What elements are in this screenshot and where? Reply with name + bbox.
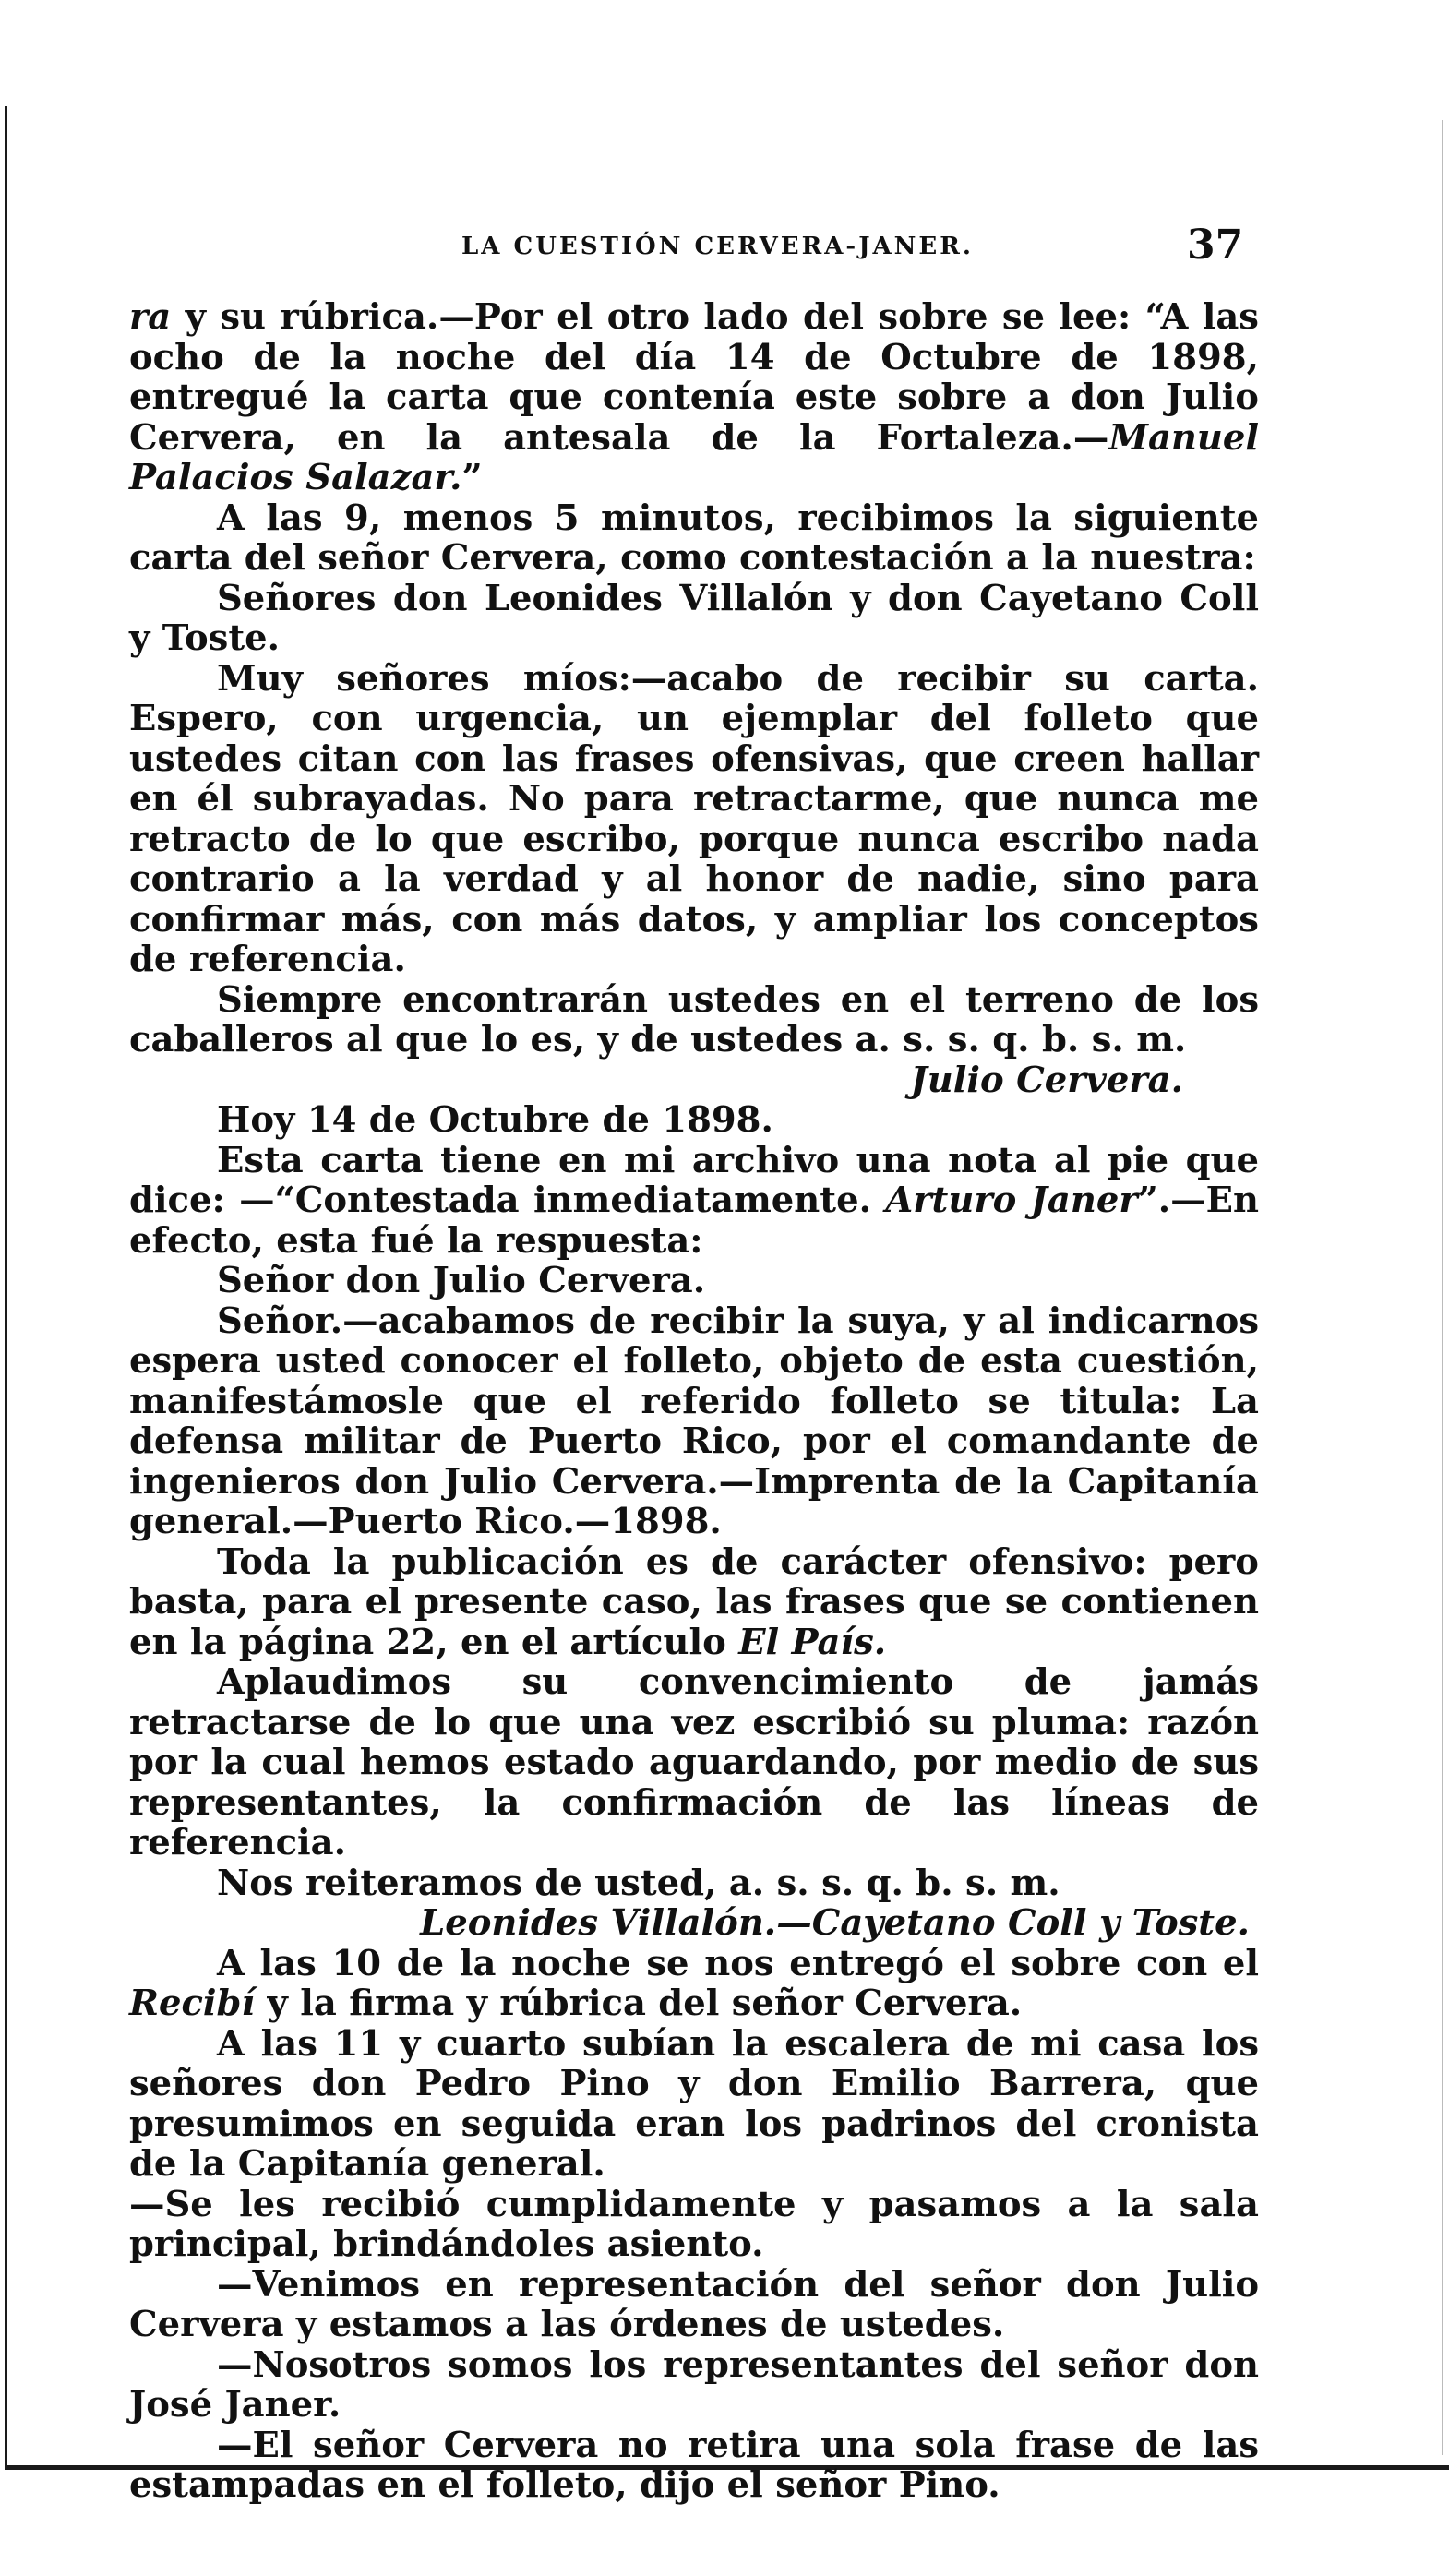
paragraph: —Venimos en representación del señor don Julio Cervera y estamos a las órdenes de ustedes. [129, 2263, 1259, 2345]
text-fragment: A las 10 de la noche se nos entregó el sobre con el [217, 1942, 1259, 1984]
scan-border-right [1442, 120, 1443, 2455]
paragraph [129, 297, 1259, 498]
italic-fragment: Arturo Janer [885, 1180, 1138, 1221]
italic-fragment: Manuel Palacios Salazar. [129, 416, 1259, 498]
paragraph: —El señor Cervera no retira una sola frase de las estampadas en el folleto, dijo el señor Pino. [129, 2424, 1259, 2506]
paragraph: Siempre encontrarán ustedes en el terreno de los caballeros al que lo es, y de ustedes a. s. s. q. b. s. m. [129, 978, 1259, 1060]
paragraph [129, 1944, 1259, 2024]
paragraph [129, 1542, 1259, 1663]
text-fragment: Esta carta tiene en mi archivo una nota al pie que dice: —“Contestada inmediatamente. [129, 1139, 1259, 1221]
text-fragment: y la firma y rúbrica del señor Cervera. [255, 1983, 1023, 2024]
running-head: LA CUESTIÓN CERVERA-JANER. [461, 233, 974, 260]
text-fragment: ” [461, 457, 483, 498]
signature [129, 1903, 1259, 1944]
paragraph: —Nosotros somos los representantes del señor don José Janer. [129, 2343, 1259, 2426]
page-number: 37 [1187, 222, 1244, 269]
italic-fragment: El País. [738, 1621, 887, 1663]
paragraph: —Se les recibió cumplidamente y pasamos a la sala principal, brindándoles asiento. [129, 2183, 1259, 2265]
text-fragment: y su rúbrica.—Por el otro lado del sobre se lee: “A las ocho de la noche del día 14 de Octubre de 1898, entregué la carta que contenía este sobre a don Julio Cervera, en la antesala de la Fortaleza.— [129, 296, 1259, 459]
italic-fragment: ra [129, 296, 172, 338]
signature-text: Julio Cervera. [910, 1059, 1183, 1101]
scan-border-left [5, 106, 7, 2469]
paragraph [129, 1141, 1259, 1262]
text-fragment: Toda la publicación es de carácter ofensivo: pero basta, para el presente caso, las frases que se contienen en la página 22, en el artículo [129, 1540, 1259, 1663]
paragraph: Hoy 14 de Octubre de 1898. [217, 1099, 773, 1141]
signature-text: Leonides Villalón.—Cayetano Coll y Toste. [420, 1902, 1250, 1944]
italic-fragment: Recibí [129, 1983, 256, 2024]
page-body [129, 297, 1259, 2506]
paragraph: A las 11 y cuarto subían la escalera de mi casa los señores don Pedro Pino y don Emilio Barrera, que presumimos en seguida eran los padrinos del cronista de la Capitanía general. [129, 2022, 1259, 2185]
paragraph: Nos reiteramos de usted, a. s. s. q. b. s. m. [217, 1862, 1060, 1904]
signature [129, 1060, 1259, 1101]
paragraph: Señor don Julio Cervera. [217, 1260, 706, 1301]
paragraph: Aplaudimos su convencimiento de jamás retractarse de lo que una vez escribió su pluma: razón por la cual hemos estado aguardando, por medio de sus representantes, la confirmación de las líneas de referencia. [129, 1661, 1259, 1863]
paragraph: Señores don Leonides Villalón y don Cayetano Coll y Toste. [129, 577, 1259, 659]
paragraph: Señor.—acabamos de recibir la suya, y al indicarnos espera usted conocer el folleto, objeto de esta cuestión, manifestámosle que el referido folleto se titula: La defensa militar de Puerto Rico, por el comandante de ingenieros don Julio Cervera.—Imprenta de la Capitanía general.—Puerto Rico.—1898. [129, 1300, 1259, 1542]
paragraph: Muy señores míos:—acabo de recibir su carta. Espero, con urgencia, un ejemplar del folleto que ustedes citan con las frases ofensivas, que creen hallar en él subrayadas. No para retractarme, que nunca me retracto de lo que escribo, porque nunca escribo nada contrario a la verdad y al honor de nadie, sino para confirmar más, con más datos, y ampliar los conceptos de referencia. [129, 657, 1259, 980]
paragraph: A las 9, menos 5 minutos, recibimos la siguiente carta del señor Cervera, como contestación a la nuestra: [129, 497, 1259, 579]
text-fragment: ”.—En efecto, esta fué la respuesta: [129, 1180, 1260, 1262]
